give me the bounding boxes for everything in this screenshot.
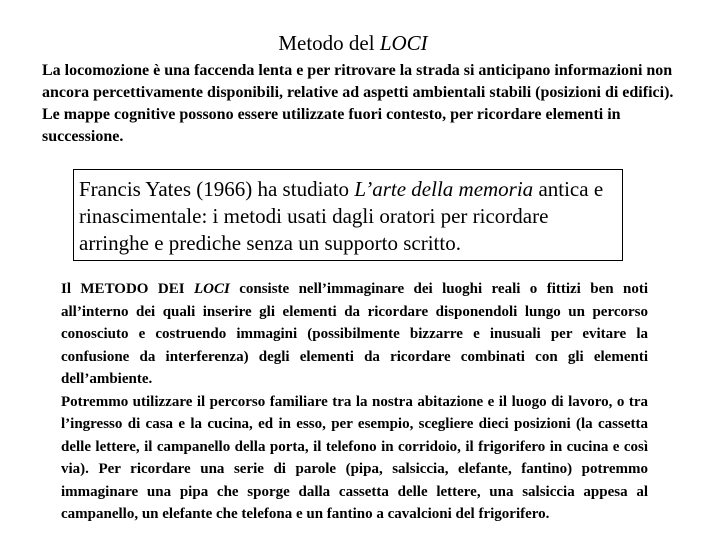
method-definition-text: consiste nell’immaginare dei luoghi reali o fittizi ben noti all’interno dei quali inserire gli elementi da ricordare disponendoli lungo un percorso conosciuto e costruendo immagini (possibilmente bizzarre e inusuali per evitare la confusione da interferenza) degli elementi da ricordare combinati con gli elementi dell’ambiente. bbox=[61, 281, 648, 387]
method-lead: Il METODO DEI bbox=[61, 281, 194, 297]
callout-book-title: L’arte della memoria bbox=[354, 177, 534, 201]
slide-title bbox=[0, 30, 706, 56]
title-prefix: Metodo del bbox=[278, 31, 380, 55]
callout-text-after: antica e rinascimentale: i metodi usati dagli oratori per ricordare arringhe e prediche senza un supporto scritto. bbox=[79, 177, 604, 255]
method-paragraph-example: Potremmo utilizzare il percorso familiare tra la nostra abitazione e il luogo di lavoro, o tra l’ingresso di casa e la cucina, ed in esso, per esempio, scegliere dieci posizioni (la cassetta delle lettere, il campanello della porta, il telefono in corridoio, il frigorifero in cucina e così via). Per ricordare una serie di parole (pipa, salsiccia, elefante, fantino) potremmo immaginare una pipa che sporge dalla cassetta delle lettere, una salsiccia appesa al campanello, un elefante che telefona e un fantino a cavalcioni del frigorifero. bbox=[61, 393, 648, 522]
method-loci-italic: LOCI bbox=[193, 281, 230, 297]
callout-text-before: Francis Yates (1966) ha studiato bbox=[79, 177, 355, 201]
intro-paragraph: La locomozione è una faccenda lenta e per ritrovare la strada si anticipano informazioni non ancora percettivamente disponibili, relative ad aspetti ambientali stabili (posizioni di edifici). Le mappe cognitive possono essere utilizzate fuori contesto, per ricordare elementi in successione. bbox=[42, 62, 674, 145]
method-paragraph-definition bbox=[61, 278, 648, 391]
method-section bbox=[61, 278, 648, 526]
yates-callout-box bbox=[73, 169, 623, 261]
title-italic: LOCI bbox=[379, 31, 428, 55]
